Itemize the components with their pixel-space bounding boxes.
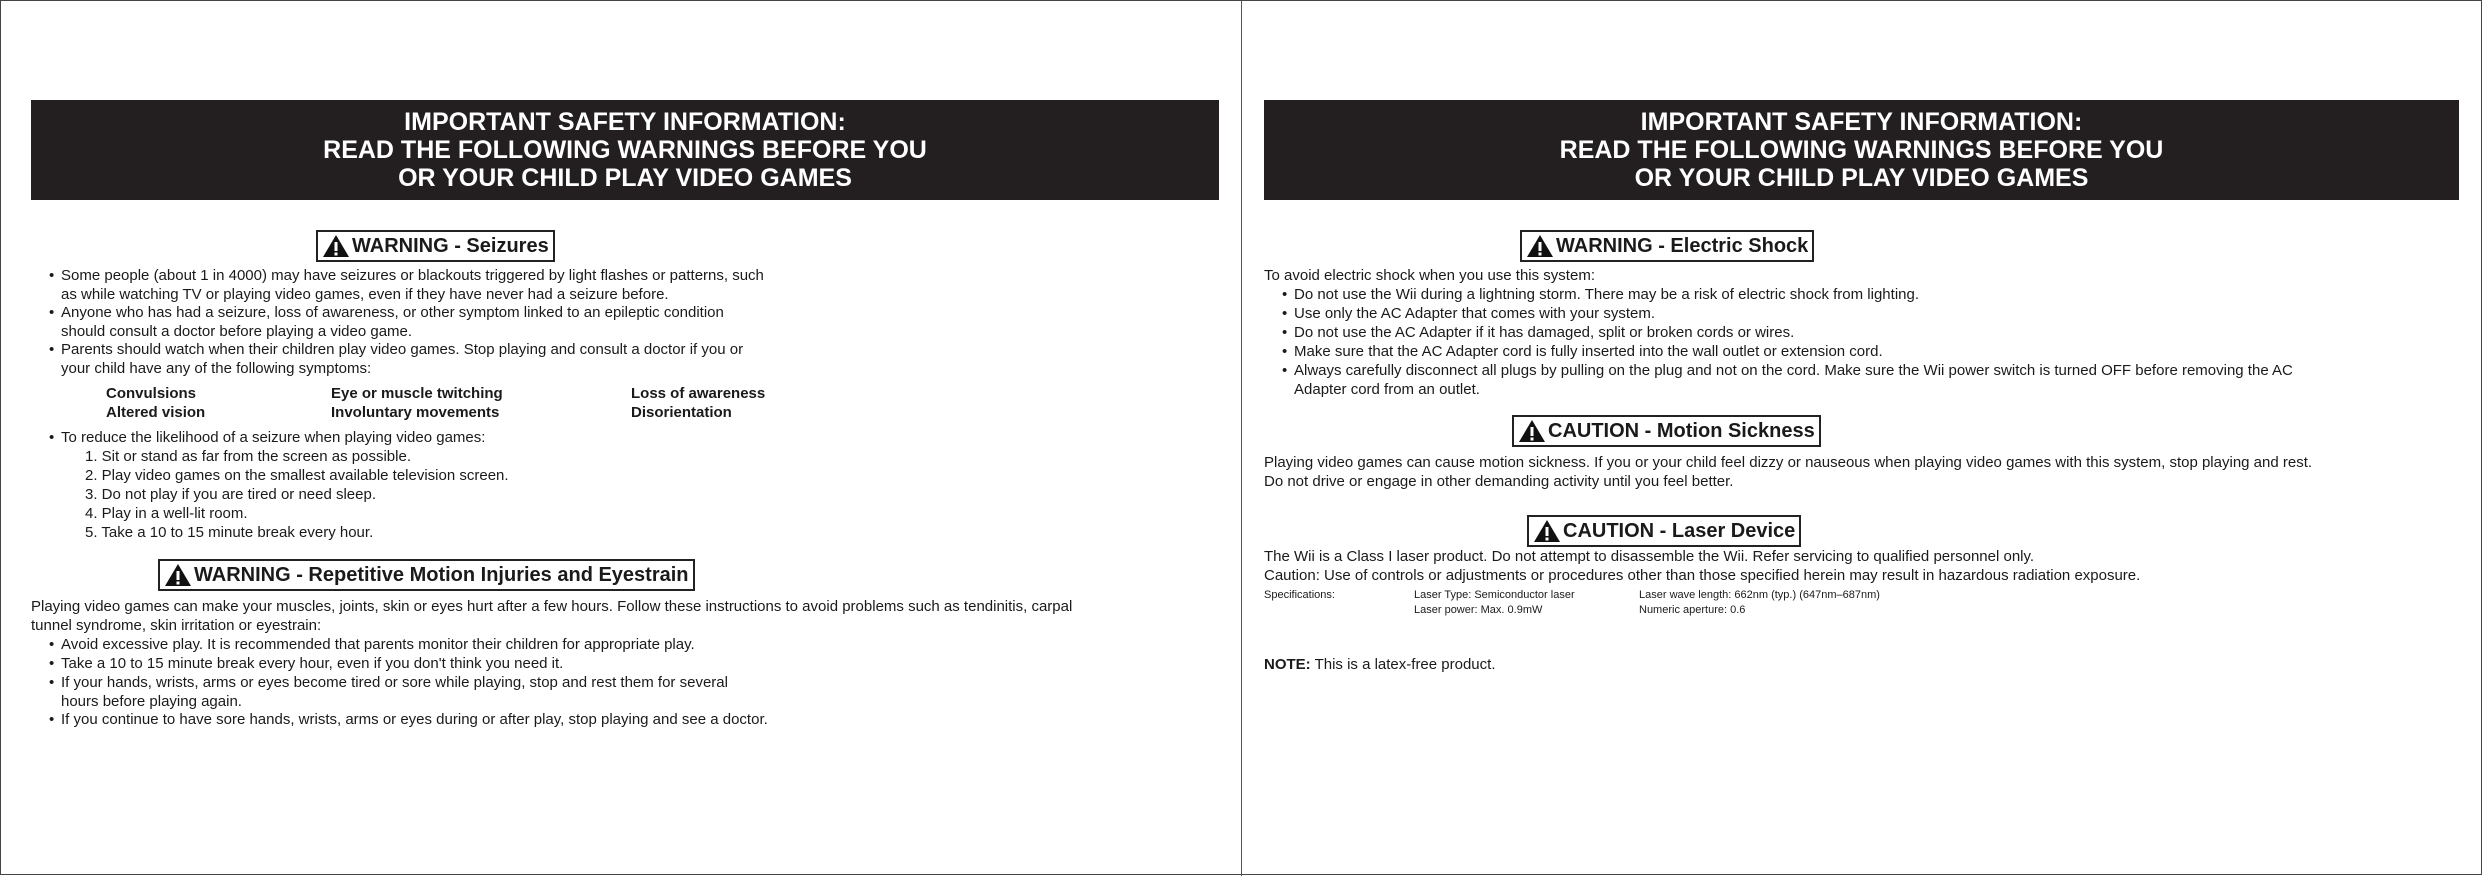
bullet-text: Do not use the AC Adapter if it has damaged, split or broken cords or wires.: [1294, 324, 1795, 341]
paragraph-line: Playing video games can cause motion sickness. If you or your child feel dizzy or nauseous when playing video games with this system, stop playing and rest.: [1264, 454, 2313, 471]
note-text: This is a latex-free product.: [1314, 656, 1496, 673]
bullet-text: Anyone who has had a seizure, loss of awareness, or other symptom linked to an epileptic condition: [61, 304, 724, 321]
paragraph-line: Playing video games can make your muscles, joints, skin or eyes hurt after a few hours. Follow these instructions to avoid problems such as tendinitis, carpal: [31, 598, 1073, 615]
spec-value: Laser power: Max. 0.9mW: [1414, 604, 1543, 616]
bullet-text: Some people (about 1 in 4000) may have seizures or blackouts triggered by light flashes or patterns, such: [61, 267, 764, 284]
banner-line-2: READ THE FOLLOWING WARNINGS BEFORE YOU: [1559, 136, 2164, 164]
spec-value: Laser wave length: 662nm (typ.) (647nm–687nm): [1639, 589, 1880, 601]
bullet-text: hours before playing again.: [61, 693, 242, 710]
rmi-heading: [158, 559, 695, 591]
bullet-text: If you continue to have sore hands, wrists, arms or eyes during or after play, stop playing and see a doctor.: [61, 711, 768, 728]
bullet-text: If your hands, wrists, arms or eyes become tired or sore while playing, stop and rest them for several: [61, 674, 728, 691]
warning-triangle-icon: [1518, 419, 1546, 443]
warning-triangle-icon: [1533, 519, 1561, 543]
seizures-heading: [316, 230, 555, 262]
spec-value: Laser Type: Semiconductor laser: [1414, 589, 1575, 601]
laser-text: [1264, 547, 2140, 585]
bullet-text: Take a 10 to 15 minute break every hour, even if you don't think you need it.: [61, 655, 564, 672]
step-item: 1. Sit or stand as far from the screen as possible.: [85, 448, 411, 465]
laser-device-heading: [1527, 515, 1801, 547]
note-label: NOTE:: [1264, 656, 1311, 673]
bullet-text: Do not use the Wii during a lightning storm. There may be a risk of electric shock from lighting.: [1294, 286, 1919, 303]
bullet-text: Adapter cord from an outlet.: [1294, 381, 1480, 398]
safety-banner: [31, 100, 1219, 200]
motion-text: [1264, 453, 2312, 491]
bullet-text: Parents should watch when their children play video games. Stop playing and consult a doctor if you or: [61, 341, 744, 358]
banner-line-1: IMPORTANT SAFETY INFORMATION:: [404, 108, 846, 136]
symptom: Loss of awareness: [631, 385, 766, 402]
banner-line-2: READ THE FOLLOWING WARNINGS BEFORE YOU: [323, 136, 927, 164]
banner-line-3: OR YOUR CHILD PLAY VIDEO GAMES: [398, 164, 852, 192]
step-item: 3. Do not play if you are tired or need sleep.: [85, 486, 377, 503]
left-page: IMPORTANT SAFETY INFORMATION: READ THE FOLLOWING WARNINGS BEFORE YOU OR YOUR CHILD PLAY VIDEO GAMES WARNING - Seizures • Some people (about 1 in 4000) may have seizures or blackouts triggered by light flashes or patterns, such as while watching TV or playing video games, even if they have never had a seizure before. • Anyone who has had a seizure, loss of awareness, or other symptom linked to an epileptic condition should consult a doctor before playing a video game. • Parents should watch when their children play video games. Stop playing and consult a doctor if you or your child have any of the following symptoms: Convulsions Eye or muscle twitching Loss of awareness Altered vision Involuntary movements Disorientation • To reduce the likelihood of a seizure when playing video games: 1. Sit or stand as far from the screen as possible. 2. Play video games on the smallest available television screen. 3. Do not play if you are tired or need sleep. 4. Play in a well-lit room. 5. Take a 10 to 15 minute break every hour. WARNING - Repetitive Motion Injuries and Eyestrain Playing video games can make your muscles, joints, skin or eyes hurt after a few hours. Follow these instructions to avoid problems such as tendinitis, carpal tunnel syndrome, skin irritation or eyestrain: • Avoid excessive play. It is recommended that parents monitor their children for appropriate play. • Take a 10 to 15 minute break every hour, even if you don't think you need it. • If your hands, wrists, arms or eyes become tired or sore while playing, stop and rest them for several hours before playing again. • If you continue to have sore hands, wrists, arms or eyes during or after play, stop playing and see a doctor.: [31, 1, 1219, 876]
paragraph-line: Caution: Use of controls or adjustments or procedures other than those specified herein may result in hazardous radiation exposure.: [1264, 567, 2141, 584]
motion-sickness-heading: [1512, 415, 1821, 447]
rmi-title: WARNING - Repetitive Motion Injuries and Eyestrain: [194, 564, 689, 586]
symptom: Involuntary movements: [331, 404, 500, 421]
motion-sickness-title: CAUTION - Motion Sickness: [1548, 420, 1815, 442]
electric-shock-heading: [1520, 230, 1814, 262]
page-divider: [1241, 1, 1242, 876]
banner-line-3: OR YOUR CHILD PLAY VIDEO GAMES: [1634, 164, 2089, 192]
banner-line-1: IMPORTANT SAFETY INFORMATION:: [1640, 108, 2083, 136]
bullet-text: your child have any of the following symptoms:: [61, 360, 372, 377]
warning-triangle-icon: [322, 234, 350, 258]
paragraph-line: The Wii is a Class I laser product. Do not attempt to disassemble the Wii. Refer servicing to qualified personnel only.: [1264, 548, 2035, 565]
bullet-text: Always carefully disconnect all plugs by pulling on the plug and not on the cord. Make sure the Wii power switch is turned OFF before removing the AC: [1294, 362, 2293, 379]
bullet-text: should consult a doctor before playing a video game.: [61, 323, 413, 340]
step-item: 5. Take a 10 to 15 minute break every hour.: [85, 524, 374, 541]
laser-device-title: CAUTION - Laser Device: [1563, 520, 1796, 542]
symptom: Altered vision: [106, 404, 206, 421]
right-page: IMPORTANT SAFETY INFORMATION: READ THE FOLLOWING WARNINGS BEFORE YOU OR YOUR CHILD PLAY VIDEO GAMES WARNING - Electric Shock To avoid electric shock when you use this system: • Do not use the Wii during a lightning storm. There may be a risk of electric shock from lighting. • Use only the AC Adapter that comes with your system. • Do not use the AC Adapter if it has damaged, split or broken cords or wires. • Make sure that the AC Adapter cord is fully inserted into the wall outlet or extension cord. • Always carefully disconnect all plugs by pulling on the plug and not on the cord. Make sure the Wii power switch is turned OFF before removing the AC Adapter cord from an outlet. CAUTION - Motion Sickness Playing video games can cause motion sickness. If you or your child feel dizzy or nauseous when playing video games with this system, stop playing and rest. Do not drive or engage in other demanding activity until you feel better. CAUTION - Laser Device The Wii is a Class I laser product. Do not attempt to disassemble the Wii. Refer servicing to qualified personnel only. Caution: Use of controls or adjustments or procedures other than those specified herein may result in hazardous radiation exposure. Specifications: Laser Type: Semiconductor laser Laser power: Max. 0.9mW Laser wave length: 662nm (typ.) (647nm–687nm) Numeric aperture: 0.6 NOTE: This is a latex-free product.: [1264, 1, 2459, 876]
bullet-text: Avoid excessive play. It is recommended that parents monitor their children for appropriate play.: [61, 636, 695, 653]
bullet-text: To reduce the likelihood of a seizure when playing video games:: [61, 429, 486, 446]
bullet-text: Make sure that the AC Adapter cord is fully inserted into the wall outlet or extension cord.: [1294, 343, 1883, 360]
warning-triangle-icon: [164, 563, 192, 587]
step-item: 4. Play in a well-lit room.: [85, 505, 248, 522]
bullet-text: Use only the AC Adapter that comes with your system.: [1294, 305, 1655, 322]
step-item: 2. Play video games on the smallest available television screen.: [85, 467, 509, 484]
symptom: Convulsions: [106, 385, 197, 402]
symptom: Eye or muscle twitching: [331, 385, 503, 402]
warning-triangle-icon: [1526, 234, 1554, 258]
paragraph-line: tunnel syndrome, skin irritation or eyestrain:: [31, 617, 322, 634]
symptom: Disorientation: [631, 404, 732, 421]
safety-banner: [1264, 100, 2459, 200]
shock-intro: To avoid electric shock when you use this system:: [1264, 267, 1595, 284]
seizures-title: WARNING - Seizures: [352, 235, 549, 257]
spec-value: Numeric aperture: 0.6: [1639, 604, 1746, 616]
electric-shock-title: WARNING - Electric Shock: [1556, 235, 1809, 257]
rmi-intro: [31, 597, 1072, 635]
paragraph-line: Do not drive or engage in other demanding activity until you feel better.: [1264, 473, 1734, 490]
spec-label: Specifications:: [1264, 589, 1335, 601]
note: [1264, 655, 1496, 674]
bullet-text: as while watching TV or playing video games, even if they have never had a seizure before.: [61, 286, 669, 303]
